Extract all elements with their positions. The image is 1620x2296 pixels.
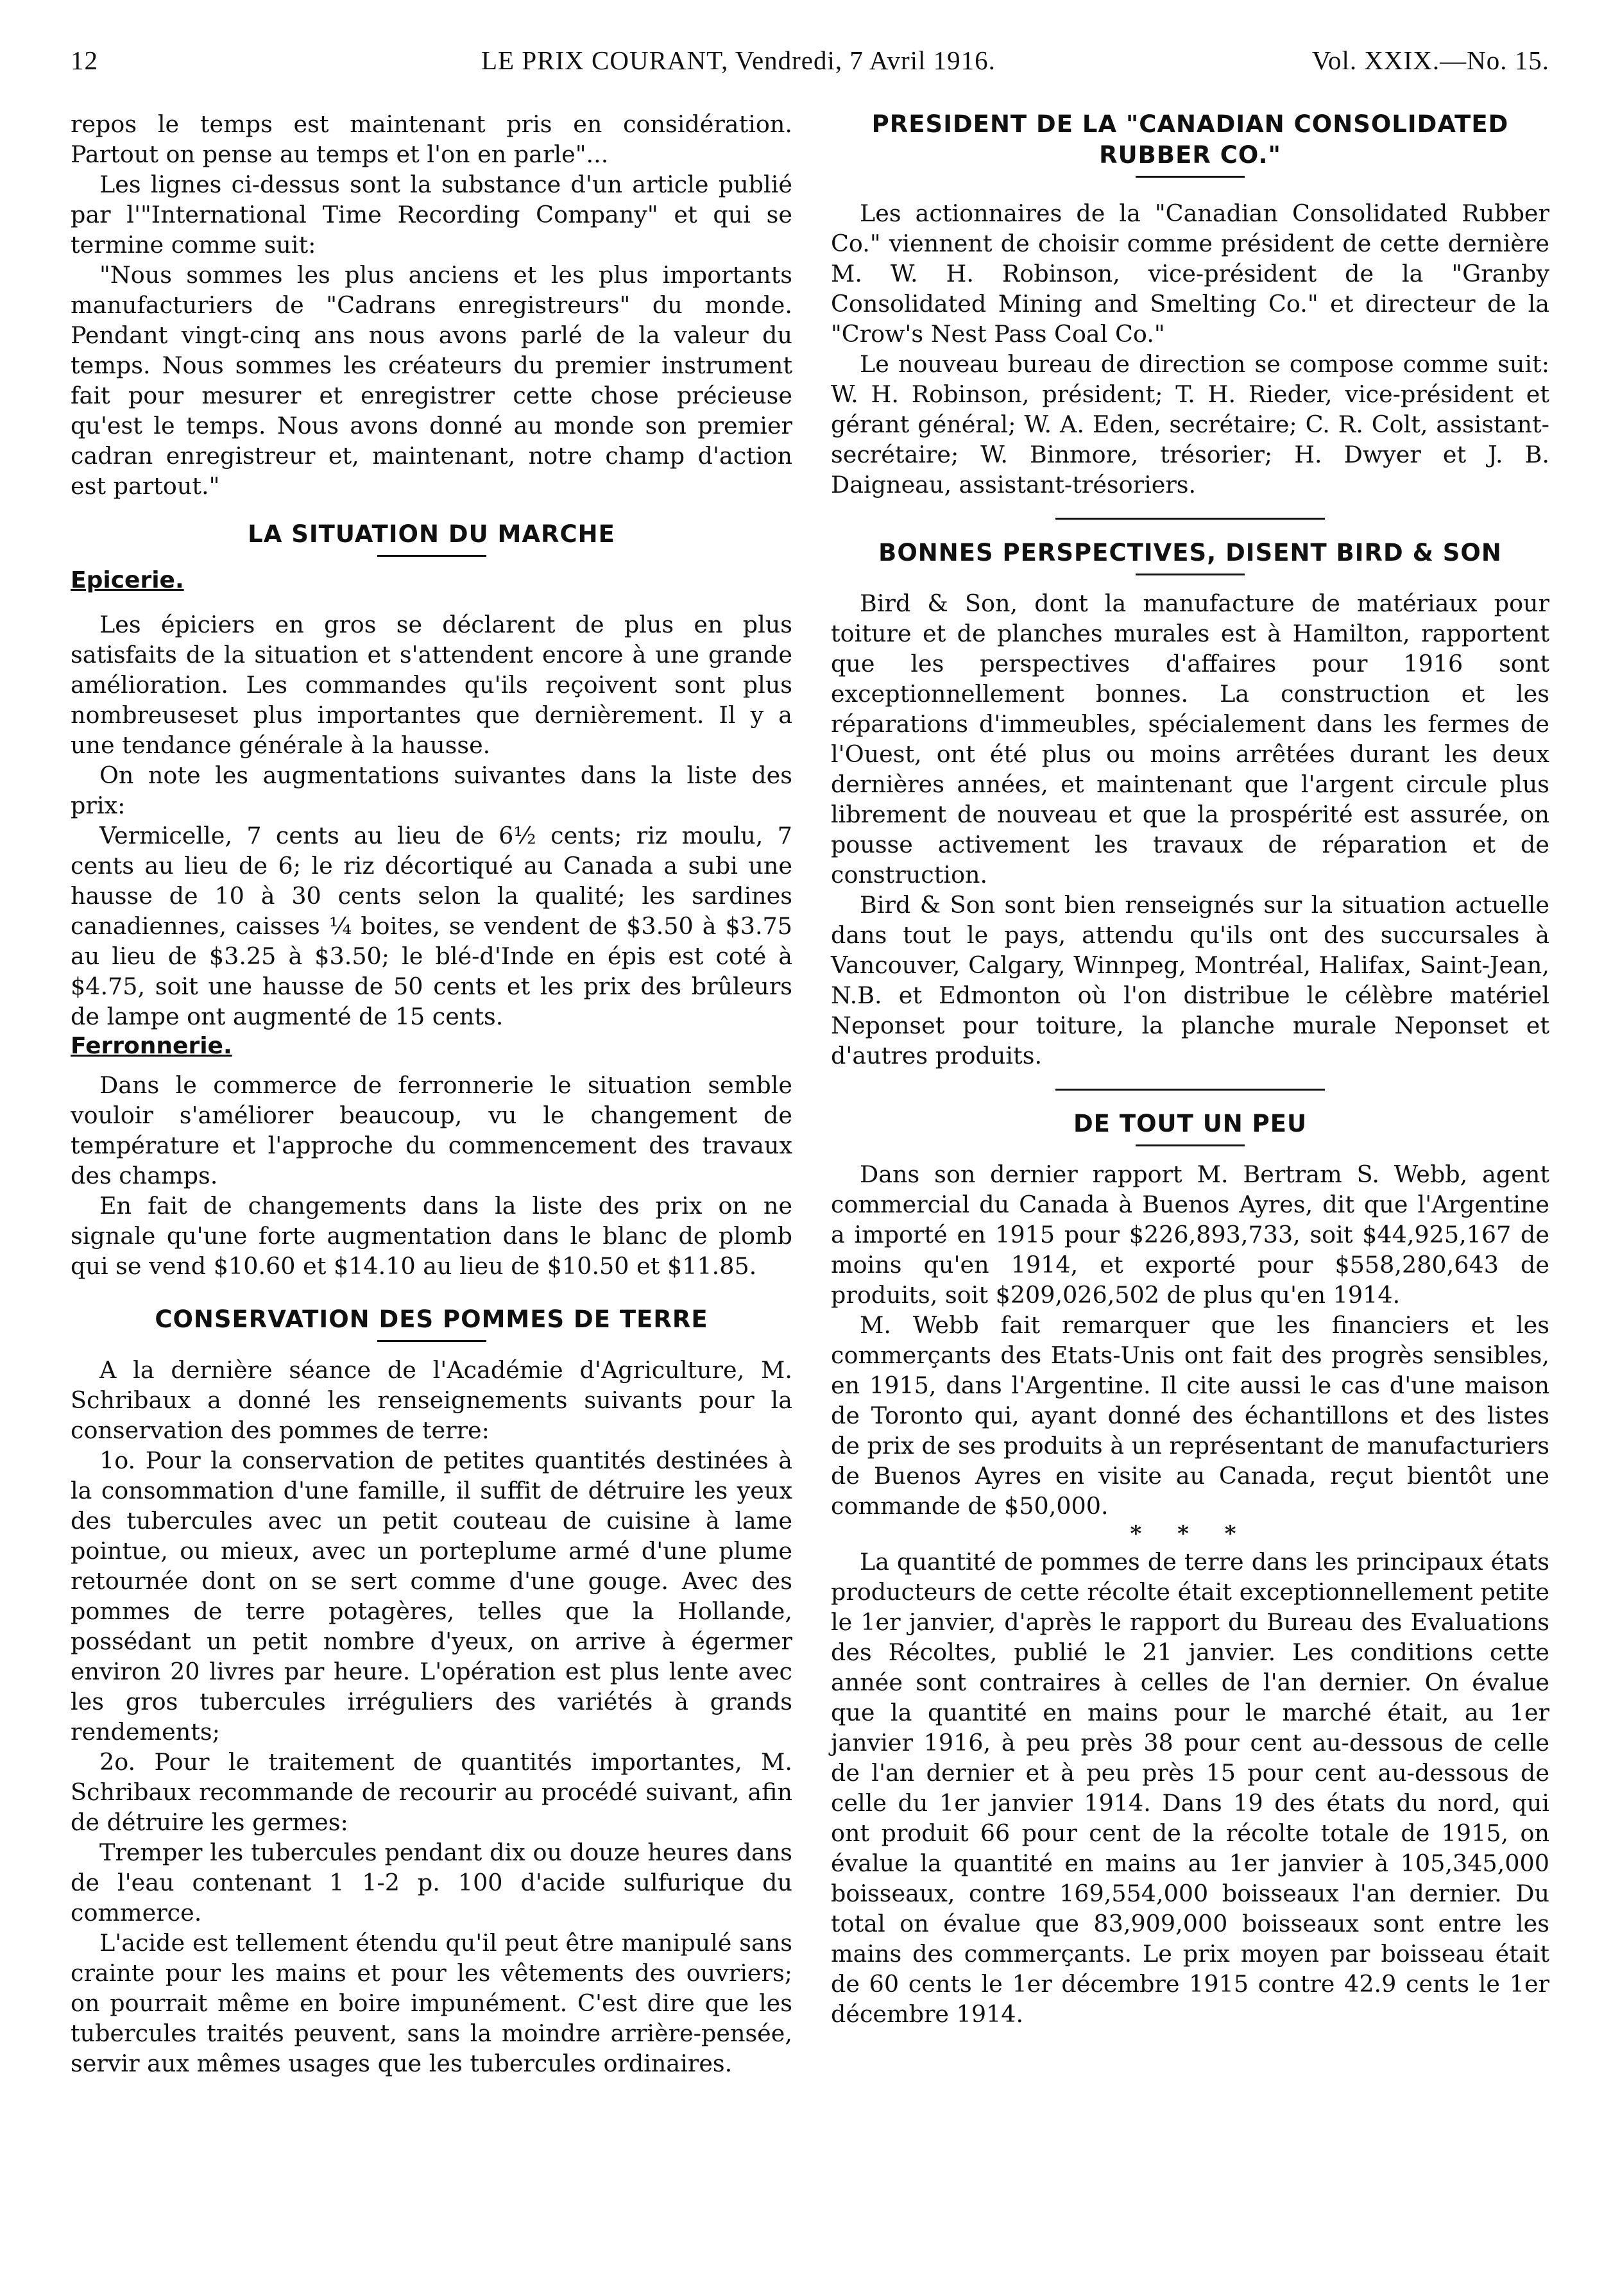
publication-title: LE PRIX COURANT, Vendredi, 7 Avril 1916.	[481, 46, 996, 75]
section-rule	[1136, 176, 1245, 178]
tout-heading: DE TOUT UN PEU	[1073, 1110, 1308, 1137]
epicerie-paragraph-1: Les épiciers en gros se déclarent de plus en plus satisfaits de la situation et s'attendent encore à une grande amélioration. Les commandes qu'ils reçoivent sont plus nombreuseset plus importantes que dernièrement. Il y a une tendance générale à la hausse.	[71, 611, 792, 759]
section-rule	[1136, 1144, 1245, 1146]
tout-paragraph-2: M. Webb fait remarquer que les financiers et les commerçants des Etats-Unis ont fait des progrès sensibles, en 1915, dans l'Argentine. Il cite aussi le cas d'une maison de Toronto qui, ayant donné des échantillons et des listes de prix de ses produits à un représentant de manufacturiers de Buenos Ayres en visite au Canada, reçut bientôt une commande de $50,000.	[831, 1311, 1549, 1520]
bird-paragraph-2: Bird & Son sont bien renseignés sur la situation actuelle dans tout le pays, attendu qu'ils ont des succursales à Vancouver, Calgary, Winnpeg, Montréal, Halifax, Saint-Jean, N.B. et Edmonton où l'on distribue le célèbre matériel Neponset pour toiture, la planche murale Neponset et d'autres produits.	[831, 891, 1549, 1069]
section-stars: * * *	[1130, 1521, 1250, 1547]
conservation-paragraph-1: A la dernière séance de l'Académie d'Agriculture, M. Schribaux a donné les renseignements suivants pour la conservation des pommes de terre:	[71, 1356, 792, 1444]
situation-heading: LA SITUATION DU MARCHE	[248, 520, 615, 548]
section-rule	[1136, 574, 1245, 575]
article-separator	[1055, 518, 1325, 520]
president-paragraph-1: Les actionnaires de la "Canadian Consolidated Rubber Co." viennent de choisir comme président de cette dernière M. W. H. Robinson, vice-président de la "Granby Consolidated Mining and Smelting Co." et directeur de la "Crow's Nest Pass Coal Co."	[831, 200, 1549, 348]
conservation-paragraph-4: Tremper les tubercules pendant dix ou douze heures dans de l'eau contenant 1 1-2 p. 100 d'acide sulfurique du commerce.	[71, 1839, 792, 1926]
conservation-paragraph-2: 1o. Pour la conservation de petites quantités destinées à la consommation d'une famille, il suffit de détruire les yeux des tubercules avec un petit couteau de cuisine à lame pointue, ou mieux, avec un porteplume armé d'une plume retournée dont on se sert comme d'une gouge. Avec des pommes de terre potagères, telles que la Hollande, possédant un petit nombre d'yeux, on arrive à égermer environ 20 livres par heure. L'opération est plus lente avec les gros tubercules irréguliers des variétés à grands rendements;	[71, 1447, 792, 1746]
epicerie-paragraph-2: On note les augmentations suivantes dans la liste des prix:	[71, 761, 792, 819]
right-column	[831, 109, 1549, 2029]
page-number: 12	[71, 46, 98, 75]
intro-paragraph-3: "Nous sommes les plus anciens et les plus importants manufacturiers de "Cadrans enregistreurs" du monde. Pendant vingt-cinq ans nous avons parlé de la valeur du temps. Nous sommes les créateurs du premier instrument fait pour mesurer et enregistrer cette chose précieuse qu'est le temps. Nous avons donné au monde son premier cadran enregistreur et, maintenant, notre champ d'action est partout."	[71, 261, 792, 500]
tout-paragraph-1: Dans son dernier rapport M. Bertram S. Webb, agent commercial du Canada à Buenos Ayres, dit que l'Argentine a importé en 1915 pour $226,893,733, soit $44,925,167 de moins qu'en 1914, et exporté pour $558,280,643 de produits, soit $209,026,502 de plus qu'en 1914.	[831, 1161, 1549, 1309]
section-rule	[377, 1340, 486, 1342]
page-header	[64, 45, 1556, 83]
intro-paragraph-2: Les lignes ci-dessus sont la substance d'un article publié par l'"International Time Recording Company" et qui se termine comme suit:	[71, 171, 792, 259]
epicerie-subheading: Epicerie.	[71, 567, 184, 593]
conservation-paragraph-5: L'acide est tellement étendu qu'il peut être manipulé sans crainte pour les mains et pour les vêtements des ouvriers; on pourrait même en boire impunément. C'est dire que les tubercules traités peuvent, sans la moindre arrière-pensée, servir aux mêmes usages que les tubercules ordinaires.	[71, 1929, 792, 2077]
ferronnerie-paragraph-2: En fait de changements dans la liste des prix on ne signale qu'une forte augmentation dans le blanc de plomb qui se vend $10.60 et $14.10 au lieu de $10.50 et $11.85.	[71, 1192, 792, 1280]
intro-paragraph-1: repos le temps est maintenant pris en considération. Partout on pense au temps et l'on en parle"...	[71, 110, 792, 168]
bird-heading: BONNES PERSPECTIVES, DISENT BIRD & SON	[878, 539, 1502, 566]
president-paragraph-2: Le nouveau bureau de direction se compose comme suit: W. H. Robinson, président; T. H. Rieder, vice-président et gérant général; W. A. Eden, secrétaire; C. R. Colt, assistant-secrétaire; W. Binmore, trésorier; H. Dwyer et J. B. Daigneau, assistant-trésoriers.	[831, 350, 1549, 498]
section-rule	[377, 555, 486, 557]
president-heading: PRESIDENT DE LA "CANADIAN CONSOLIDATED RUBBER CO."	[871, 110, 1509, 169]
conservation-heading: CONSERVATION DES POMMES DE TERRE	[155, 1305, 708, 1333]
ferronnerie-paragraph-1: Dans le commerce de ferronnerie le situation semble vouloir s'améliorer beaucoup, vu le changement de température et l'approche du commencement des travaux des champs.	[71, 1071, 792, 1189]
volume-number: Vol. XXIX.—No. 15.	[1311, 46, 1549, 75]
tout-paragraph-3: La quantité de pommes de terre dans les principaux états producteurs de cette récolte était exceptionnellement petite le 1er janvier, d'après le rapport du Bureau des Evaluations des Récoltes, publié le 21 janvier. Les conditions cette année sont contraires à celles de l'an dernier. On évalue que la quantité en mains pour le marché était, au 1er janvier 1916, à peu près 38 pour cent au-dessous de celle de l'an dernier et à peu près 15 pour cent au-dessous de celle du 1er janvier 1914. Dans 19 des états du nord, qui ont produit 66 pour cent de la récolte totale de 1915, on évalue la quantité en mains au 1er janvier à 105,345,000 boisseaux, contre 169,554,000 boisseaux l'an dernier. Du total on évalue que 83,909,000 boisseaux sont entre les mains des commerçants. Le prix moyen par boisseau était de 60 cents le 1er décembre 1915 contre 42.9 cents le 1er décembre 1914.	[831, 1548, 1549, 2028]
article-separator	[1055, 1089, 1325, 1091]
left-column	[71, 109, 792, 2079]
epicerie-paragraph-3: Vermicelle, 7 cents au lieu de 6½ cents; riz moulu, 7 cents au lieu de 6; le riz décortiqué au Canada a subi une hausse de 10 à 30 cents selon la qualité; les sardines canadiennes, caisses ¼ boites, se vendent de $3.50 à $3.75 au lieu de $3.25 à $3.50; le blé-d'Inde en épis est coté à $4.75, soit une hausse de 50 cents et les prix des brûleurs de lampe ont augmenté de 15 cents.	[71, 822, 792, 1030]
ferronnerie-subheading: Ferronnerie.	[71, 1033, 232, 1059]
bird-paragraph-1: Bird & Son, dont la manufacture de matériaux pour toiture et de planches murales est à Hamilton, rapportent que les perspectives d'affaires pour 1916 sont exceptionnellement bonnes. La construction et les réparations d'immeubles, spécialement dans les fermes de l'Ouest, ont été plus ou moins arrêtées durant les deux dernières années, et maintenant que l'argent circule plus librement de nouveau et que la prospérité est assurée, on pousse activement les travaux de réparation et de construction.	[831, 590, 1549, 889]
conservation-paragraph-3: 2o. Pour le traitement de quantités importantes, M. Schribaux recommande de recourir au procédé suivant, afin de détruire les germes:	[71, 1748, 792, 1836]
